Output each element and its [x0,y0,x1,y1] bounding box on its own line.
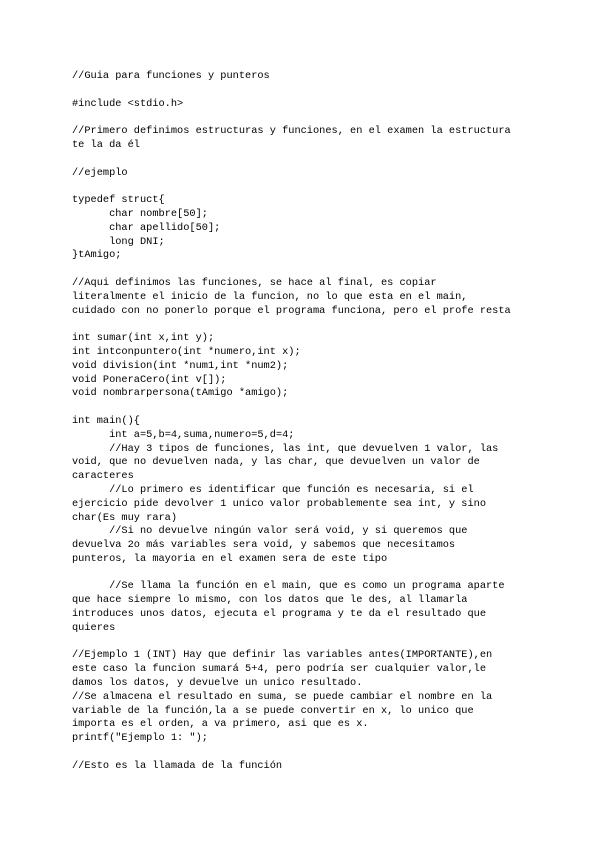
comment-line: te la da él [72,138,140,151]
comment-line: //ejemplo [72,166,128,179]
comment-line: devuelva 2o más variables sera void, y sabemos que necesitamos [72,539,456,552]
code-line: void PoneraCero(int v[]); [72,373,227,386]
comment-line: damos los datos, y devuelve un unico resultado. [72,677,363,690]
comment-line: introduces unos datos, ejecuta el programa y te da el resultado que [72,608,487,621]
comment-line: punteros, la mayoria en el examen sera de este tipo [72,552,388,565]
blank-line [72,636,542,650]
code-line: printf("Ejemplo 1: "); [72,732,208,745]
blank-line [72,84,542,98]
comment-line: //Si no devuelve ningún valor será void, y si queremos que [72,525,468,538]
code-line: void nombrarpersona(tAmigo *amigo); [72,387,289,400]
comment-line: que hace siempre lo mismo, con los datos que le des, al llamarla [72,594,468,607]
comment-line: //Guia para funciones y punteros [72,70,270,82]
comment-line: quieres [72,621,116,634]
blank-line [72,153,542,167]
blank-line [72,318,542,332]
code-line: void division(int *num1,int *num2); [72,359,289,372]
comment-line: variable de la función,la a se puede convertir en x, lo unico que [72,704,474,717]
comment-line: //Primero definimos estructuras y funciones, en el examen la estructura [72,125,511,138]
comment-line: este caso la funcion sumará 5+4, pero podría ser cualquier valor,le [72,663,487,676]
code-line: int a=5,b=4,suma,numero=5,d=4; [72,428,295,441]
blank-line [72,746,542,760]
blank-line [72,263,542,277]
comment-line: cuidado con no ponerlo porque el programa funciona, pero el profe resta [72,304,511,317]
blank-line [72,567,542,581]
comment-line: literalmente el inicio de la funcion, no lo que esta en el main, [72,290,468,303]
comment-line: //Se almacena el resultado en suma, se puede cambiar el nombre en la [72,690,493,703]
comment-line: //Aqui definimos las funciones, se hace al final, es copiar [72,276,437,289]
comment-line: char(Es muy rara) [72,511,178,524]
blank-line [72,180,542,194]
code-line: char apellido[50]; [72,221,221,234]
comment-line: //Se llama la función en el main, que es como un programa aparte [72,580,505,593]
code-line: }tAmigo; [72,249,122,262]
code-line: long DNI; [72,235,165,248]
code-line: int intconpuntero(int *numero,int x); [72,345,301,358]
comment-line: ejercicio pide devolver 1 unico valor probablemente sea int, y sino [72,497,487,510]
code-line: int main(){ [72,414,140,427]
comment-line: //Esto es la llamada de la función [72,759,283,772]
code-line: int sumar(int x,int y); [72,332,215,345]
comment-line: caracteres [72,470,134,483]
comment-line: importa es el orden, a va primero, asi que es x. [72,718,369,731]
comment-line: //Lo primero es identificar que función es necesaria, si el [72,483,474,496]
blank-line [72,111,542,125]
code-line: typedef struct{ [72,194,165,207]
code-line: char nombre[50]; [72,207,208,220]
blank-line [72,401,542,415]
comment-line: //Hay 3 tipos de funciones, las int, que devuelven 1 valor, las [72,442,499,455]
code-text [72,70,542,774]
comment-line: //Ejemplo 1 (INT) Hay que definir las variables antes(IMPORTANTE),en [72,649,493,662]
comment-line: void, que no devuelven nada, y las char, que devuelven un valor de [72,456,480,469]
include-line: #include <stdio.h> [72,97,184,110]
